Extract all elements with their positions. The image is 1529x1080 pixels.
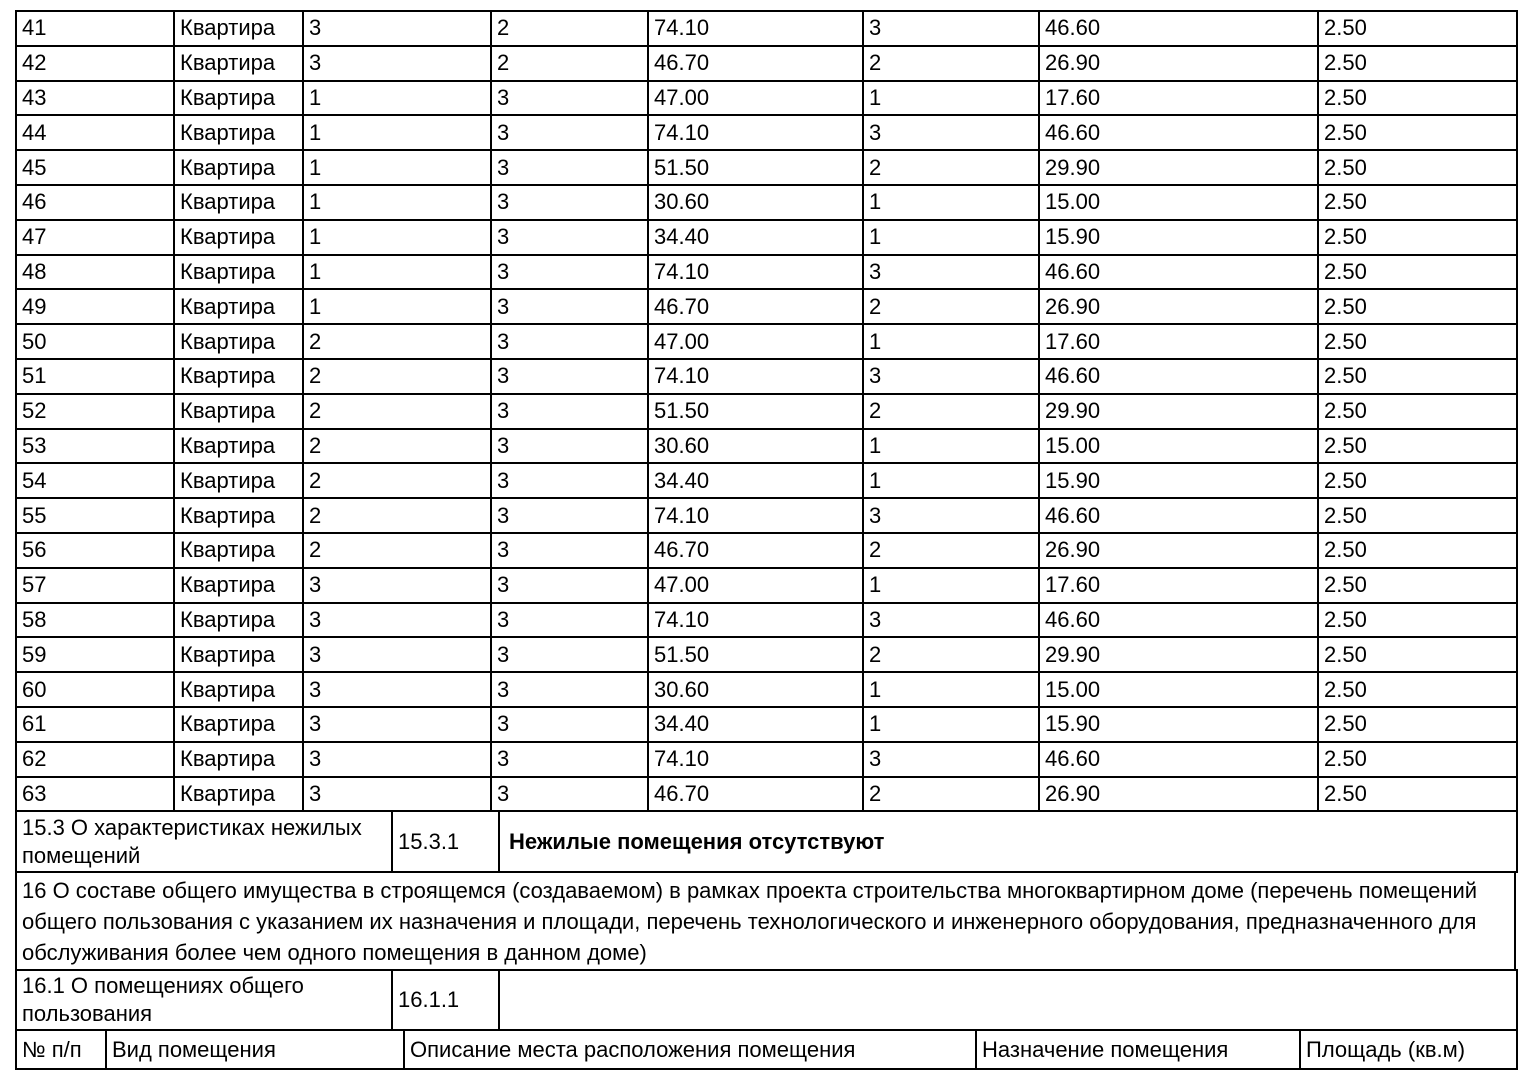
apartment-cell: 1: [303, 150, 491, 185]
apartment-cell: Квартира: [174, 394, 303, 429]
apartment-cell: 46.70: [648, 533, 863, 568]
apartment-cell: 3: [863, 742, 1039, 777]
apartment-cell: 43: [16, 81, 174, 116]
apartment-cell: 34.40: [648, 220, 863, 255]
apartment-cell: 3: [303, 777, 491, 812]
apartment-cell: 2.50: [1318, 637, 1517, 672]
apartment-cell: 2.50: [1318, 289, 1517, 324]
apartment-cell: Квартира: [174, 742, 303, 777]
apartment-cell: 3: [491, 289, 648, 324]
apartment-cell: 34.40: [648, 707, 863, 742]
apartment-cell: 2: [303, 324, 491, 359]
apartment-cell: 2.50: [1318, 463, 1517, 498]
apartment-cell: 1: [303, 115, 491, 150]
apartment-row: [16, 220, 1517, 255]
apartment-cell: Квартира: [174, 498, 303, 533]
apartment-cell: 74.10: [648, 11, 863, 46]
apartment-cell: 2.50: [1318, 603, 1517, 638]
apartment-row: [16, 289, 1517, 324]
apartment-cell: Квартира: [174, 707, 303, 742]
apartment-cell: 46.70: [648, 46, 863, 81]
section-15-3-value: Нежилые помещения отсутствуют: [499, 811, 1517, 872]
apartment-cell: Квартира: [174, 185, 303, 220]
apartment-row: [16, 185, 1517, 220]
section-16-1-row: [15, 969, 1518, 1031]
apartment-cell: 17.60: [1039, 568, 1318, 603]
apartment-cell: 2.50: [1318, 359, 1517, 394]
apartment-row: [16, 81, 1517, 116]
apartment-row: [16, 11, 1517, 46]
apartment-cell: 3: [491, 394, 648, 429]
apartment-cell: 17.60: [1039, 324, 1318, 359]
section-16-1-code: 16.1.1: [392, 970, 499, 1030]
apartment-cell: 2: [491, 46, 648, 81]
apartment-cell: 62: [16, 742, 174, 777]
apartment-cell: 1: [863, 324, 1039, 359]
apartment-cell: 2.50: [1318, 11, 1517, 46]
apartment-cell: 2.50: [1318, 672, 1517, 707]
common-rooms-header-row: [15, 1029, 1518, 1070]
apartment-cell: 50: [16, 324, 174, 359]
apartment-row: [16, 742, 1517, 777]
apartment-cell: 15.90: [1039, 707, 1318, 742]
apartment-cell: 45: [16, 150, 174, 185]
apartment-cell: 2.50: [1318, 150, 1517, 185]
apartment-row: [16, 568, 1517, 603]
apartment-row: [16, 603, 1517, 638]
apartment-cell: 46.70: [648, 289, 863, 324]
apartment-cell: 15.00: [1039, 672, 1318, 707]
apartment-cell: 48: [16, 255, 174, 290]
apartment-cell: Квартира: [174, 637, 303, 672]
apartment-cell: 46.60: [1039, 255, 1318, 290]
apartment-cell: Квартира: [174, 150, 303, 185]
apartment-cell: 15.90: [1039, 220, 1318, 255]
apartment-cell: 53: [16, 429, 174, 464]
apartment-cell: Квартира: [174, 359, 303, 394]
apartment-cell: 2: [303, 359, 491, 394]
apartment-cell: 3: [491, 220, 648, 255]
apartment-cell: 1: [863, 672, 1039, 707]
declaration-document: [15, 10, 1516, 1070]
section-15-3-row: [15, 810, 1518, 873]
apartment-cell: Квартира: [174, 81, 303, 116]
apartment-cell: 3: [491, 498, 648, 533]
apartment-cell: 1: [863, 707, 1039, 742]
apartment-cell: 3: [303, 603, 491, 638]
apartment-cell: Квартира: [174, 672, 303, 707]
apartment-cell: 3: [303, 46, 491, 81]
apartment-cell: 3: [491, 81, 648, 116]
apartment-cell: 3: [491, 672, 648, 707]
apartment-cell: 3: [491, 150, 648, 185]
apartment-cell: 2: [303, 533, 491, 568]
apartment-cell: 15.00: [1039, 185, 1318, 220]
apartment-cell: 74.10: [648, 115, 863, 150]
apartment-row: [16, 150, 1517, 185]
apartment-cell: 74.10: [648, 255, 863, 290]
apartment-row: [16, 463, 1517, 498]
apartment-cell: 46.70: [648, 777, 863, 812]
apartment-cell: Квартира: [174, 11, 303, 46]
apartment-cell: 2.50: [1318, 46, 1517, 81]
apartment-cell: 1: [303, 185, 491, 220]
apartment-cell: 2.50: [1318, 394, 1517, 429]
apartment-cell: Квартира: [174, 429, 303, 464]
apartment-cell: 1: [863, 568, 1039, 603]
apartment-cell: 30.60: [648, 185, 863, 220]
apartment-cell: 2: [303, 498, 491, 533]
apartment-cell: 2.50: [1318, 185, 1517, 220]
apartment-cell: 47: [16, 220, 174, 255]
section-16-1-label: 16.1 О помещениях общего пользования: [16, 970, 392, 1030]
apartment-cell: 46.60: [1039, 11, 1318, 46]
apartment-cell: 2.50: [1318, 324, 1517, 359]
apartment-cell: 41: [16, 11, 174, 46]
apartment-cell: 47.00: [648, 324, 863, 359]
apartment-cell: 1: [303, 255, 491, 290]
apartment-cell: 3: [491, 324, 648, 359]
apartment-row: [16, 777, 1517, 812]
header-purpose-column: Назначение помещения: [976, 1030, 1300, 1069]
apartment-cell: 3: [491, 742, 648, 777]
apartment-cell: 1: [303, 289, 491, 324]
apartment-cell: Квартира: [174, 115, 303, 150]
apartment-cell: 3: [491, 359, 648, 394]
apartment-cell: 2: [303, 429, 491, 464]
apartment-cell: 63: [16, 777, 174, 812]
apartment-cell: 29.90: [1039, 394, 1318, 429]
apartment-cell: 46: [16, 185, 174, 220]
apartment-cell: Квартира: [174, 603, 303, 638]
apartment-cell: 3: [491, 568, 648, 603]
apartment-cell: 29.90: [1039, 637, 1318, 672]
apartment-cell: 26.90: [1039, 533, 1318, 568]
apartment-cell: 3: [491, 603, 648, 638]
apartment-cell: 2.50: [1318, 742, 1517, 777]
apartment-cell: 3: [491, 777, 648, 812]
apartment-cell: 15.90: [1039, 463, 1318, 498]
apartment-cell: 2: [863, 777, 1039, 812]
apartment-cell: 74.10: [648, 742, 863, 777]
apartment-cell: 2: [863, 150, 1039, 185]
apartment-cell: 74.10: [648, 603, 863, 638]
section-16-1-value: [499, 970, 1517, 1030]
apartment-cell: 46.60: [1039, 115, 1318, 150]
apartment-cell: 2: [863, 533, 1039, 568]
section-15-3-label: 15.3 О характеристиках нежилых помещений: [16, 811, 392, 872]
apartment-cell: 2.50: [1318, 533, 1517, 568]
apartment-cell: 30.60: [648, 429, 863, 464]
apartment-cell: Квартира: [174, 777, 303, 812]
apartment-cell: 46.60: [1039, 742, 1318, 777]
apartment-cell: 51.50: [648, 394, 863, 429]
apartment-row: [16, 498, 1517, 533]
apartment-cell: 46.60: [1039, 603, 1318, 638]
apartment-cell: 3: [491, 707, 648, 742]
apartment-row: [16, 115, 1517, 150]
section-16-row: [15, 871, 1516, 971]
apartment-cell: 59: [16, 637, 174, 672]
apartment-cell: 51.50: [648, 150, 863, 185]
apartment-cell: 44: [16, 115, 174, 150]
header-number-column: № п/п: [16, 1030, 106, 1069]
header-area-column: Площадь (кв.м): [1300, 1030, 1517, 1069]
apartment-cell: 3: [491, 255, 648, 290]
apartment-cell: 1: [863, 185, 1039, 220]
apartment-cell: 54: [16, 463, 174, 498]
apartment-cell: Квартира: [174, 324, 303, 359]
apartment-cell: 2.50: [1318, 777, 1517, 812]
apartment-row: [16, 672, 1517, 707]
apartment-cell: 34.40: [648, 463, 863, 498]
apartment-cell: 1: [303, 81, 491, 116]
apartment-cell: 3: [863, 11, 1039, 46]
apartment-row: [16, 533, 1517, 568]
apartment-cell: 46.60: [1039, 359, 1318, 394]
apartment-cell: 3: [491, 429, 648, 464]
apartment-cell: 3: [491, 533, 648, 568]
apartment-row: [16, 324, 1517, 359]
apartment-cell: 2.50: [1318, 429, 1517, 464]
apartment-row: [16, 394, 1517, 429]
apartment-cell: 26.90: [1039, 46, 1318, 81]
header-location-description-column: Описание места расположения помещения: [404, 1030, 976, 1069]
apartment-cell: 49: [16, 289, 174, 324]
apartment-cell: 56: [16, 533, 174, 568]
apartment-cell: 2.50: [1318, 255, 1517, 290]
apartment-cell: 3: [863, 359, 1039, 394]
apartment-row: [16, 429, 1517, 464]
apartment-cell: 3: [303, 672, 491, 707]
apartment-cell: 2: [863, 46, 1039, 81]
apartments-table: [15, 10, 1518, 812]
apartment-cell: Квартира: [174, 289, 303, 324]
apartment-cell: 47.00: [648, 568, 863, 603]
apartment-cell: 3: [491, 115, 648, 150]
apartment-cell: Квартира: [174, 463, 303, 498]
apartment-cell: 57: [16, 568, 174, 603]
apartment-cell: 51.50: [648, 637, 863, 672]
apartment-row: [16, 637, 1517, 672]
apartment-cell: 30.60: [648, 672, 863, 707]
apartment-cell: 2: [863, 289, 1039, 324]
apartment-cell: Квартира: [174, 255, 303, 290]
apartment-cell: 74.10: [648, 359, 863, 394]
apartment-cell: 47.00: [648, 81, 863, 116]
apartment-cell: 52: [16, 394, 174, 429]
apartment-cell: 2.50: [1318, 81, 1517, 116]
apartment-cell: 1: [863, 220, 1039, 255]
apartment-cell: 17.60: [1039, 81, 1318, 116]
apartment-cell: 2.50: [1318, 707, 1517, 742]
apartment-cell: 1: [863, 81, 1039, 116]
header-room-type-column: Вид помещения: [106, 1030, 404, 1069]
apartment-cell: 58: [16, 603, 174, 638]
apartment-cell: 3: [303, 11, 491, 46]
section-16-text: 16 О составе общего имущества в строящемся (создаваемом) в рамках проекта строительства многоквартирном доме (перечень помещений общего пользования с указанием их назначения и площади, перечень технологического и инженерного оборудования, предназначенного для обслуживания более чем одного помещения в данном доме): [16, 872, 1515, 970]
apartment-cell: Квартира: [174, 533, 303, 568]
apartment-cell: 29.90: [1039, 150, 1318, 185]
apartment-cell: 3: [303, 568, 491, 603]
apartment-cell: 3: [863, 115, 1039, 150]
apartment-cell: 2: [303, 463, 491, 498]
apartment-cell: 74.10: [648, 498, 863, 533]
apartment-cell: 60: [16, 672, 174, 707]
apartment-cell: 2: [863, 394, 1039, 429]
apartment-cell: 26.90: [1039, 289, 1318, 324]
apartment-cell: 2: [863, 637, 1039, 672]
apartment-cell: 26.90: [1039, 777, 1318, 812]
apartment-cell: 1: [863, 463, 1039, 498]
apartment-cell: Квартира: [174, 46, 303, 81]
apartment-cell: 3: [303, 637, 491, 672]
apartment-cell: 2.50: [1318, 498, 1517, 533]
apartment-cell: 3: [863, 603, 1039, 638]
apartment-cell: 46.60: [1039, 498, 1318, 533]
apartment-cell: 1: [863, 429, 1039, 464]
apartment-cell: 15.00: [1039, 429, 1318, 464]
apartment-cell: 3: [491, 463, 648, 498]
apartment-row: [16, 46, 1517, 81]
apartment-cell: 3: [491, 185, 648, 220]
apartment-cell: 61: [16, 707, 174, 742]
apartment-cell: 3: [863, 498, 1039, 533]
apartment-row: [16, 707, 1517, 742]
apartment-cell: 2.50: [1318, 220, 1517, 255]
apartment-cell: 2.50: [1318, 115, 1517, 150]
section-15-3-code: 15.3.1: [392, 811, 499, 872]
apartment-cell: 51: [16, 359, 174, 394]
apartment-cell: 3: [303, 742, 491, 777]
apartment-cell: 2: [303, 394, 491, 429]
apartment-cell: 42: [16, 46, 174, 81]
apartment-row: [16, 255, 1517, 290]
apartment-cell: 2: [491, 11, 648, 46]
apartment-cell: 55: [16, 498, 174, 533]
apartment-cell: 3: [863, 255, 1039, 290]
apartment-row: [16, 359, 1517, 394]
apartment-cell: 3: [303, 707, 491, 742]
apartment-cell: 2.50: [1318, 568, 1517, 603]
apartment-cell: Квартира: [174, 220, 303, 255]
apartment-cell: Квартира: [174, 568, 303, 603]
apartments-table-body: [16, 11, 1517, 811]
apartment-cell: 3: [491, 637, 648, 672]
apartment-cell: 1: [303, 220, 491, 255]
